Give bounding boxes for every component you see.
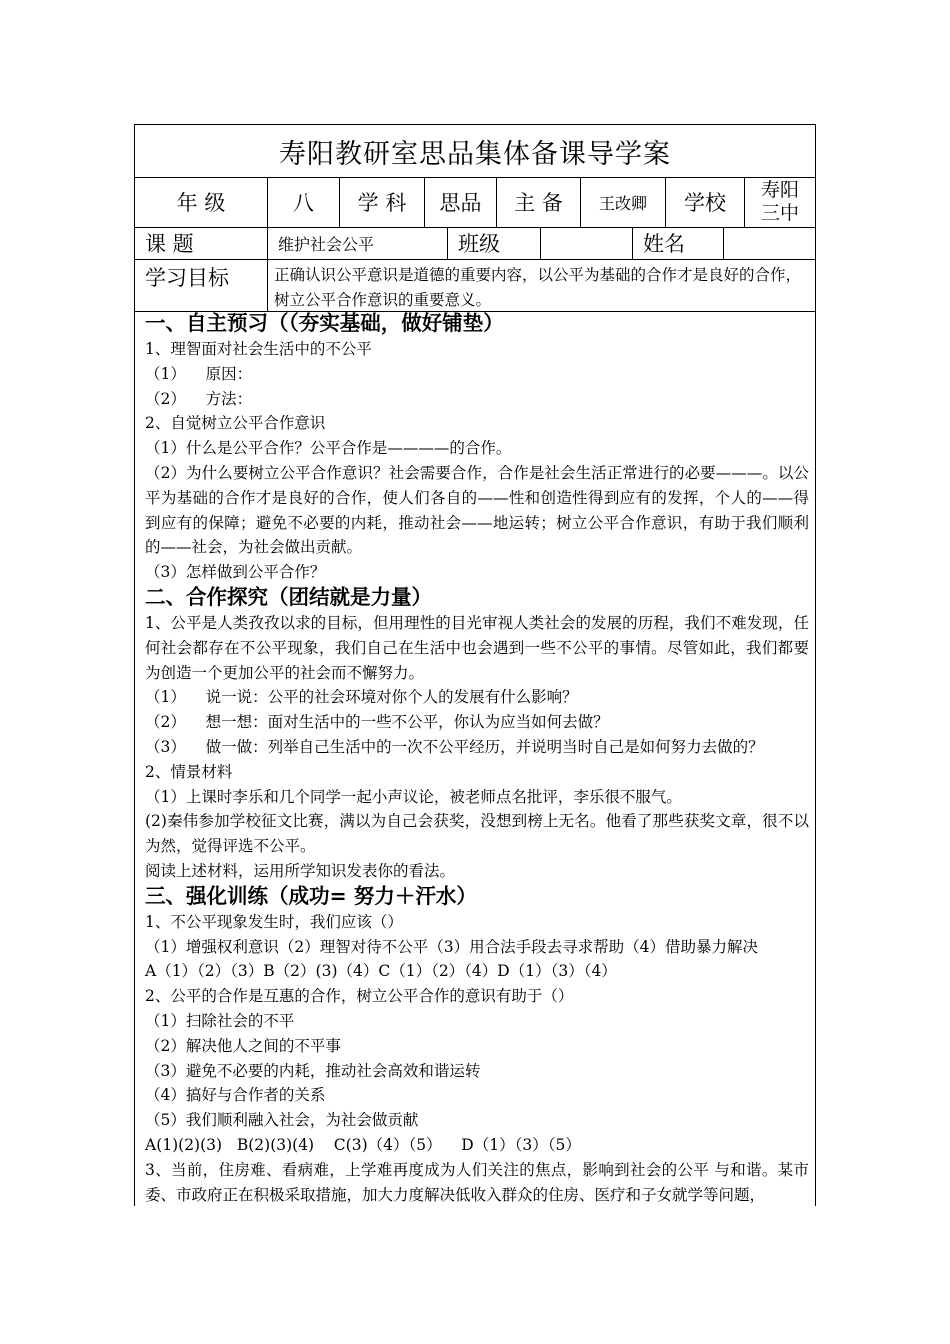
section3-paragraph: 3、当前，住房难、看病难，上学难再度成为人们关注的焦点，影响到社会的公平 与和谐。某市委、市政府正在积极采取措施，加大力度解决低收入群众的住房、医疗和子女就学等问题， — [145, 1160, 809, 1204]
section2-last: 阅读上述材料，运用所学知识发表你的看法。 — [145, 861, 456, 880]
section1-paragraph: （2）为什么要树立公平合作意识？社会需要合作，合作是社会生活正常进行的必要———。以公平为基础的合作才是良好的合作，使人们各自的——性和创造性得到应有的发挥，个人的——得到应有的保障；避免不必要的内耗，推动社会——地运转；树立公平合作意识，有助于我们顺利的——社会，为社会做出贡献。 — [145, 463, 809, 557]
section3-line: 2、公平的合作是互惠的合作，树立公平合作的意识有助于（） — [145, 987, 574, 1006]
info-row — [135, 177, 815, 228]
section2-paragraph: 1、公平是人类孜孜以求的目标，但用理性的目光审视人类社会的发展的历程，我们不难发现，任何社会都存在不公平现象，我们自己在生活中也会遇到一些不公平的事情。尽管如此，我们都要为创造一个更加公平的社会而不懈努力。 — [145, 613, 809, 682]
section2-heading: 二、合作探究（团结就是力量） — [145, 584, 432, 609]
section3-line: （5）我们顺利融入社会，为社会做贡献 — [145, 1111, 419, 1130]
section1-heading: 一、自主预习（（夯实基础，做好铺垫） — [145, 311, 504, 335]
goal-row — [135, 259, 815, 312]
page-title: 寿阳教研室思品集体备课导学案 — [279, 138, 671, 170]
goal-label: 学习目标 — [135, 259, 268, 311]
class-value[interactable] — [541, 227, 633, 259]
lesson-plan-table — [134, 124, 816, 1206]
section2-line: （3） 做一做：列举自己生活中的一次不公平经历，并说明当时自己是如何努力去做的？ — [145, 737, 764, 756]
goal-text: 正确认识公平意识是道德的重要内容，以公平为基础的合作才是良好的合作，树立公平合作意识的重要意义。 — [274, 266, 802, 309]
topic-row — [135, 227, 815, 260]
section3-heading: 三、强化训练（成功= 努力＋汗水） — [145, 883, 477, 908]
name-value[interactable] — [724, 227, 815, 259]
content-area — [135, 311, 815, 1207]
section3-line: A(1)(2)(3) B(2)(3)(4) C(3)（4）（5） D（1）（3）（5） — [145, 1135, 581, 1154]
title-row — [135, 125, 815, 178]
section3-line: （2）解决他人之间的不平事 — [145, 1036, 341, 1055]
topic-value: 维护社会公平 — [268, 227, 448, 259]
section2-line: （1）上课时李乐和几个同学一起小声议论，被老师点名批评，李乐很不服气。 — [145, 787, 682, 806]
section1-line: 1、理智面对社会生活中的不公平 — [145, 340, 372, 358]
subject-value: 思品 — [425, 177, 497, 227]
name-label: 姓名 — [633, 227, 724, 259]
subject-label: 学 科 — [340, 177, 425, 227]
section2-line: （2） 想一想：面对生活中的一些不公平，你认为应当如何去做？ — [145, 713, 609, 732]
section1-line: 2、自觉树立公平合作意识 — [145, 414, 326, 433]
section3-line: （1）增强权利意识（2）理智对待不公平（3）用合法手段去寻求帮助（4）借助暴力解决 — [145, 937, 758, 956]
topic-label: 课 题 — [135, 227, 268, 259]
section2-line: （1） 说一说：公平的社会环境对你个人的发展有什么影响？ — [145, 688, 578, 707]
school-value — [745, 177, 815, 227]
school-label: 学校 — [666, 177, 745, 227]
class-label: 班级 — [448, 227, 541, 259]
section1-last: （3）怎样做到公平合作？ — [145, 563, 326, 582]
section3-line: 1、不公平现象发生时，我们应该（） — [145, 912, 403, 931]
grade-value: 八 — [268, 177, 340, 227]
section3-line: （4）搞好与合作者的关系 — [145, 1086, 326, 1105]
section1-line: （1） 原因： — [145, 364, 253, 383]
section3-line: （3）避免不必要的内耗，推动社会高效和谐运转 — [145, 1061, 481, 1080]
section3-line: （1）扫除社会的不平 — [145, 1011, 295, 1030]
goal-cell — [268, 259, 815, 311]
section1-line: （1）什么是公平合作？公平合作是————的合作。 — [145, 439, 512, 458]
section3-line: A（1）（2）（3）B（2）(3)（4）C（1）（2）（4）D（1）（3）（4） — [145, 962, 617, 981]
chief-value: 王改卿 — [581, 177, 666, 227]
grade-label: 年 级 — [135, 177, 268, 227]
section2-paragraph-2: (2)秦伟参加学校征文比赛，满以为自己会获奖，没想到榜上无名。他看了那些获奖文章，很不以为然，觉得评选不公平。 — [145, 812, 809, 856]
school-value-line1: 寿阳 — [760, 179, 799, 201]
chief-label: 主 备 — [497, 177, 581, 227]
section1-line: （2） 方法： — [145, 389, 253, 408]
section2-line: 2、情景材料 — [145, 762, 233, 781]
school-value-line2: 三中 — [760, 202, 799, 224]
